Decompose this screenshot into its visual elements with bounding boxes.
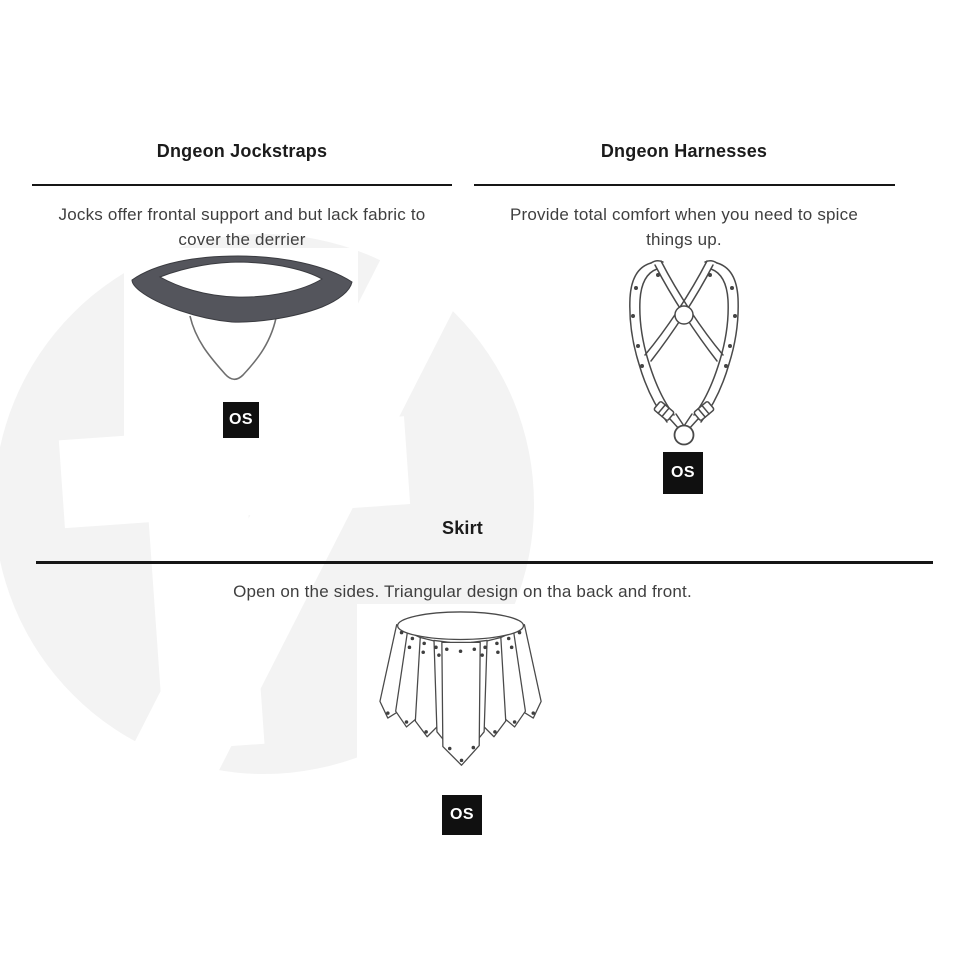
harnesses-size-badge: OS [663, 452, 703, 494]
harness-cross-strap [661, 261, 723, 355]
harnesses-section-title: Dngeon Harnesses [600, 141, 768, 161]
jockstraps-section-title: Dngeon Jockstraps [156, 141, 328, 161]
jockstraps-description-line2: cover the derrier [178, 230, 306, 249]
skirt-size-badge: OS [442, 795, 482, 835]
skirt-illustration [377, 608, 549, 780]
jockstraps-divider [32, 184, 452, 186]
harness-left-adjuster [654, 401, 675, 421]
skirt-description [30, 579, 895, 604]
harness-center-ring [675, 306, 693, 324]
harness-right-adjuster [694, 401, 715, 421]
harness-cross-strap [645, 261, 707, 355]
harnesses-description-line2: things up. [646, 230, 722, 249]
harness-illustration [624, 258, 744, 448]
harnesses-divider [474, 184, 895, 186]
jockstrap-illustration [126, 252, 358, 397]
jockstraps-description [20, 202, 464, 252]
skirt-divider [36, 561, 933, 564]
skirt-waistband [398, 612, 524, 640]
harnesses-description-line1: Provide total comfort when you need to spice [509, 205, 859, 224]
harnesses-description [464, 202, 904, 252]
skirt-section-title: Skirt [441, 518, 484, 538]
jockstraps-description-line1: Jocks offer frontal support and but lack fabric to [58, 205, 426, 224]
skirt-description-line1: Open on the sides. Triangular design on tha back and front. [233, 582, 692, 601]
harness-bottom-ring [675, 426, 694, 445]
jockstrap-pouch-outline [190, 313, 277, 379]
jockstraps-size-badge: OS [223, 402, 259, 438]
